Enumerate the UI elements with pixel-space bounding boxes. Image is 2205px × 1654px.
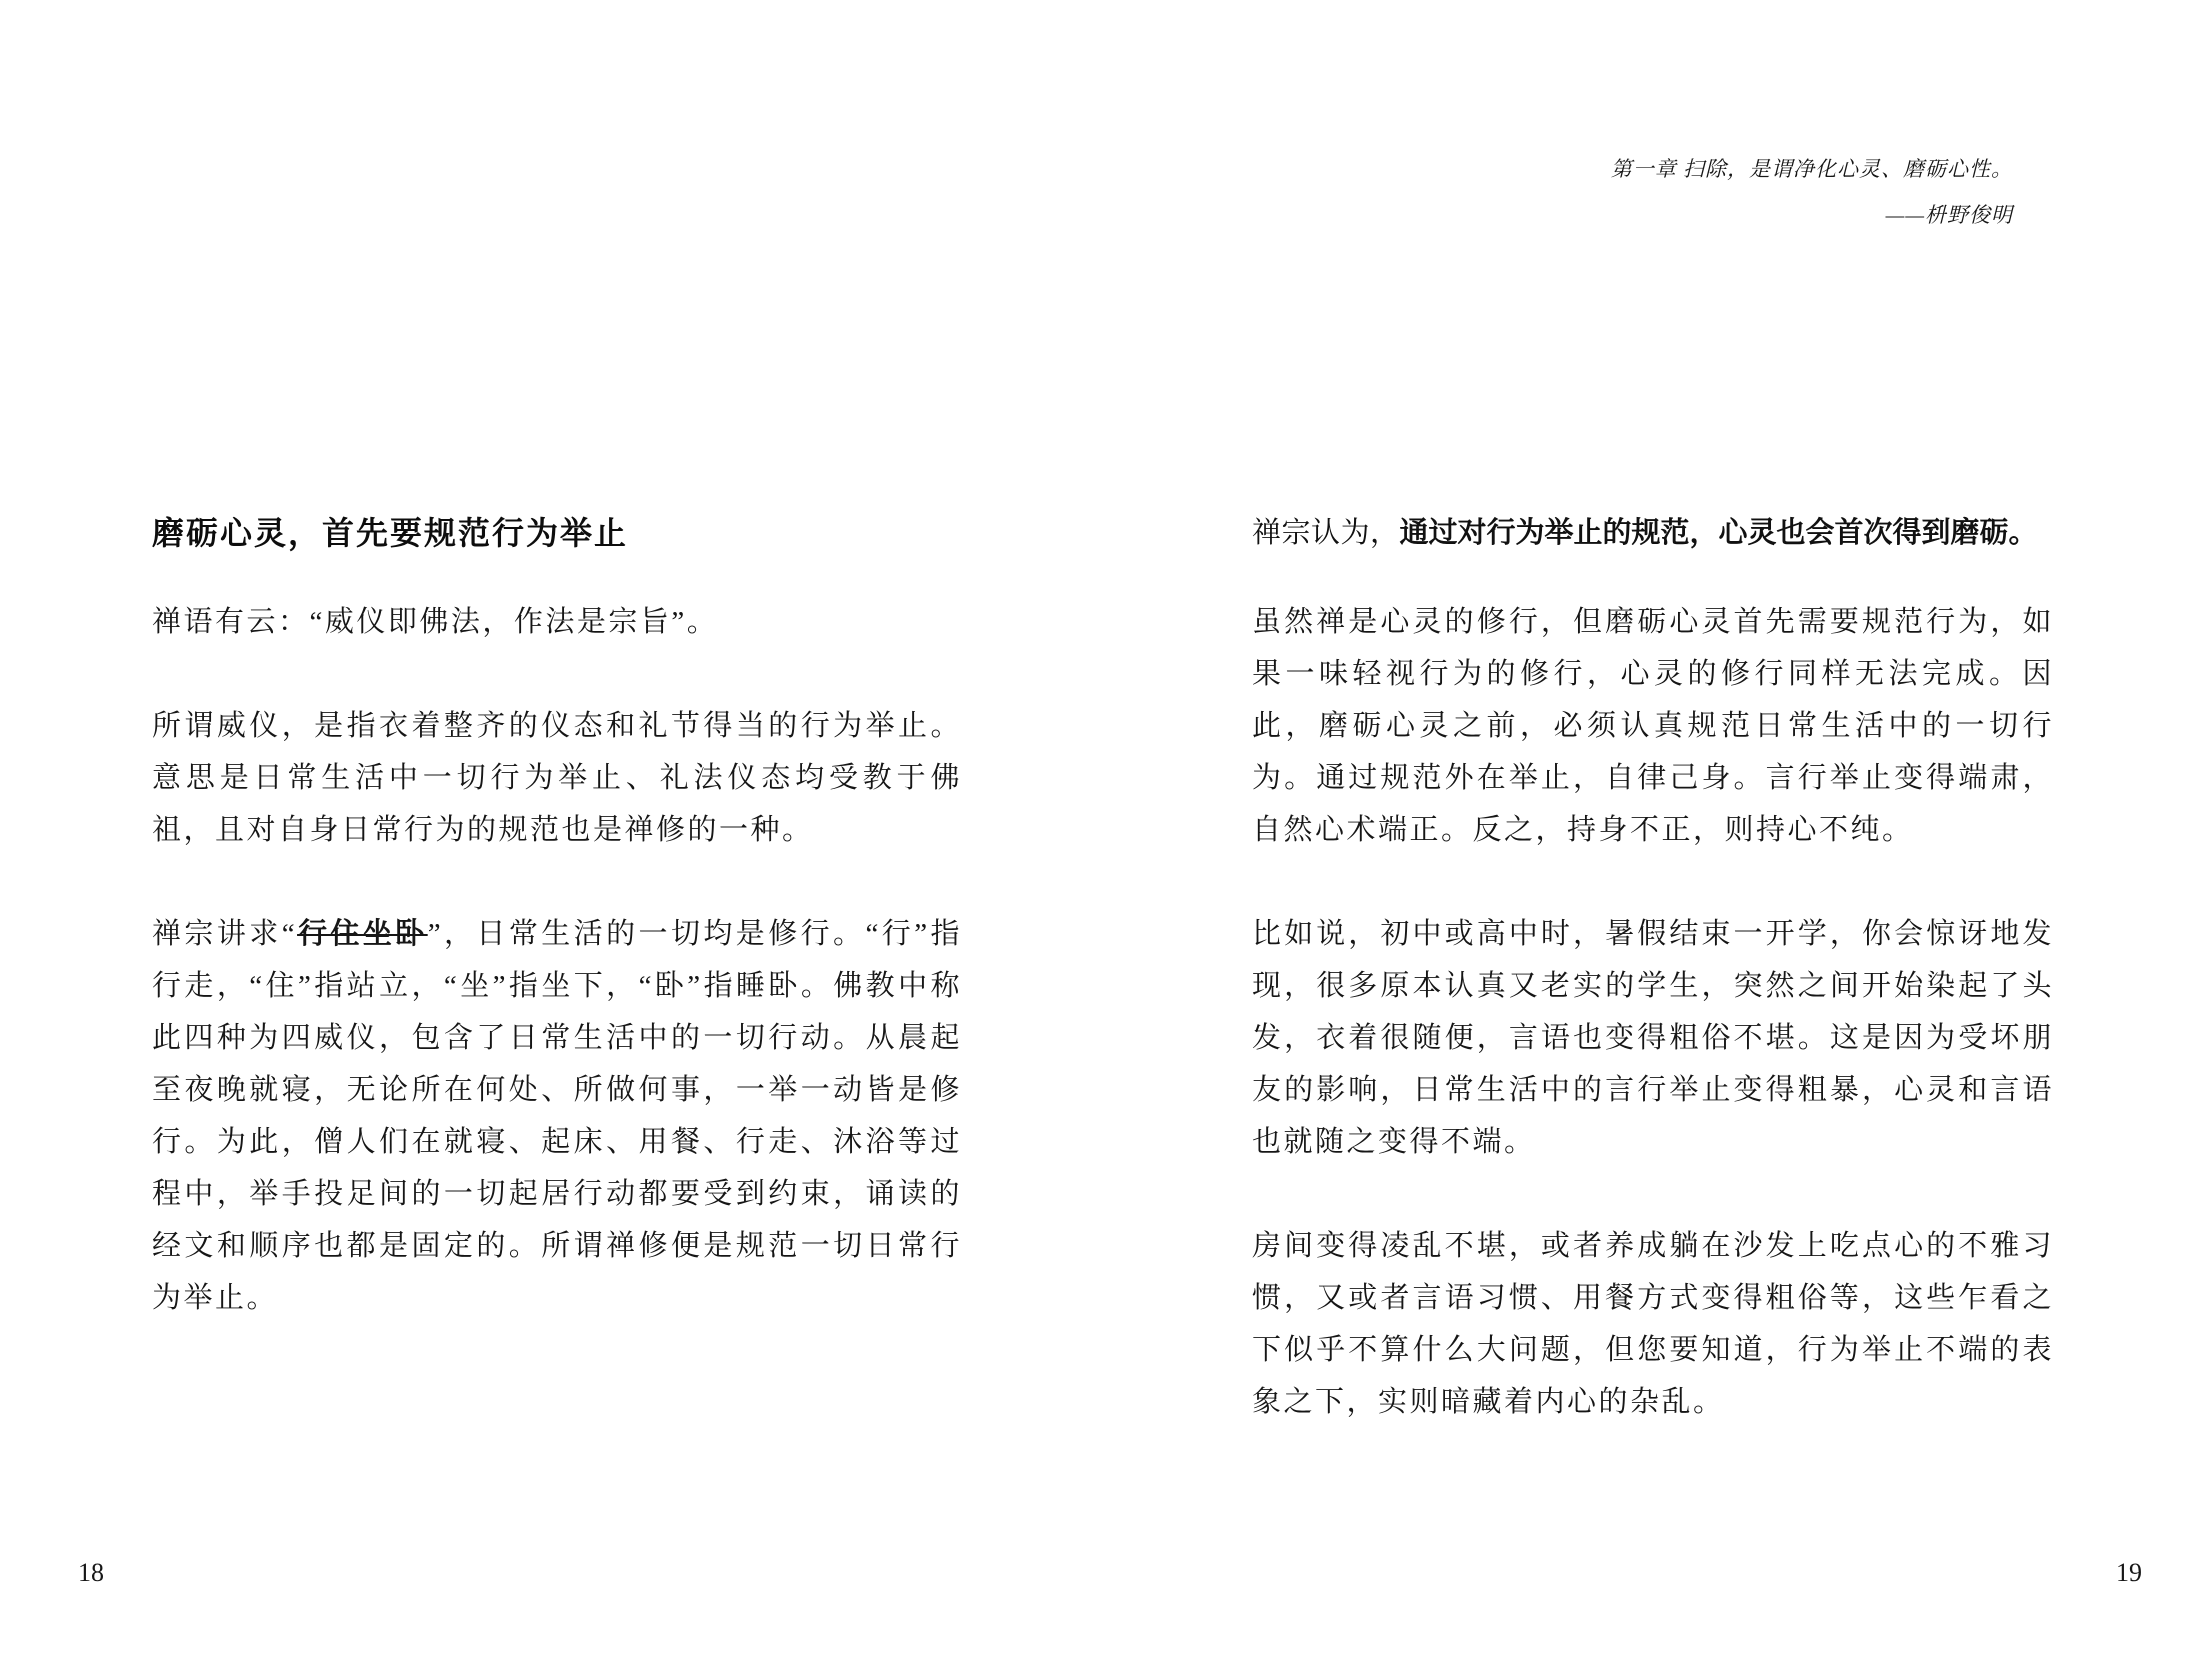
left-paragraph-3-prefix: 禅宗讲求“: [152, 918, 298, 950]
left-paragraph-3-rest: ”，日常生活的一切均是修行。“行”指行走，“住”指站立，“坐”指坐下，“卧”指睡卧。佛教中称此四种为四威仪，包含了日常生活中的一切行动。从晨起至夜晚就寝，无论所在何处、所做何事，一举一动皆是修行。为此，僧人们在就寝、起床、用餐、行走、沐浴等过程中，举手投足间的一切起居行动都要受到约束，诵读的经文和顺序也都是固定的。所谓禅修便是规范一切日常行为举止。: [152, 918, 962, 1314]
chapter-header-attribution: ——枡野俊明: [1885, 203, 2013, 227]
left-page-column: [152, 504, 962, 1376]
page-number-right: 19: [2116, 1558, 2142, 1587]
right-paragraph-3: 比如说，初中或高中时，暑假结束一开学，你会惊讶地发现，很多原本认真又老实的学生，突然之间开始染起了头发，衣着很随便，言语也变得粗俗不堪。这是因为受坏朋友的影响，日常生活中的言行举止变得粗暴，心灵和言语也就随之变得不端。: [1252, 918, 2054, 1158]
right-page-column: [1252, 504, 2054, 1480]
right-paragraph-2: 虽然禅是心灵的修行，但磨砺心灵首先需要规范行为，如果一味轻视行为的修行，心灵的修行同样无法完成。因此，磨砺心灵之前，必须认真规范日常生活中的一切行为。通过规范外在举止，自律己身。言行举止变得端肃，自然心术端正。反之，持身不正，则持心不纯。: [1252, 606, 2054, 846]
right-paragraph-4: 房间变得凌乱不堪，或者养成躺在沙发上吃点心的不雅习惯，又或者言语习惯、用餐方式变得粗俗等，这些乍看之下似乎不算什么大问题，但您要知道，行为举止不端的表象之下，实则暗藏着内心的杂乱。: [1252, 1230, 2054, 1418]
chapter-header-quote: 第一章 扫除，是谓净化心灵、磨砺心性。: [1610, 157, 2013, 181]
section-heading: 磨砺心灵，首先要规范行为举止: [152, 515, 629, 551]
left-paragraph-1: 禅语有云：“威仪即佛法，作法是宗旨”。: [152, 606, 719, 638]
lead-normal-text: 禅宗认为，: [1252, 517, 1400, 549]
chapter-header: [1611, 146, 2013, 238]
lead-paragraph: [1252, 504, 2054, 562]
lead-bold-text: 通过对行为举止的规范，心灵也会首次得到磨砺。: [1399, 517, 2038, 549]
page-number-left: 18: [78, 1558, 104, 1587]
emphasis-strikethrough-text: 行住坐卧: [297, 918, 428, 950]
left-paragraph-2: 所谓威仪，是指衣着整齐的仪态和礼节得当的行为举止。意思是日常生活中一切行为举止、礼法仪态均受教于佛祖，且对自身日常行为的规范也是禅修的一种。: [152, 710, 962, 846]
left-paragraph-3: [152, 908, 962, 1324]
